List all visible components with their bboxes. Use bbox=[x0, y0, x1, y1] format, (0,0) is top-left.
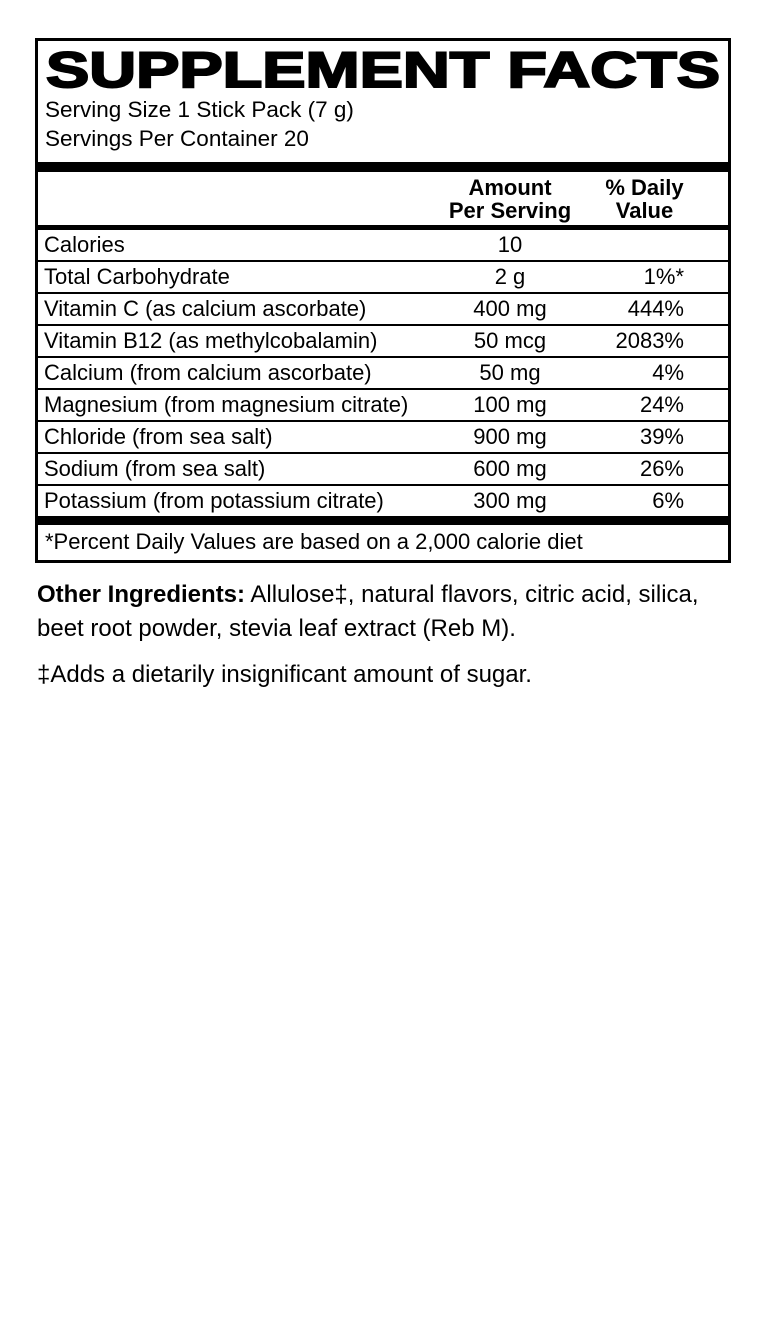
nutrient-amount: 50 mcg bbox=[473, 328, 547, 353]
nutrient-name: Total Carbohydrate bbox=[44, 264, 230, 289]
table-row-vitamin-b12 bbox=[38, 326, 728, 358]
other-ingredients-paragraph bbox=[37, 578, 731, 645]
nutrient-amount: 10 bbox=[497, 232, 523, 257]
serving-info bbox=[38, 94, 728, 162]
nutrient-dv: 2083% bbox=[615, 328, 684, 353]
nutrient-amount: 900 mg bbox=[473, 424, 547, 449]
nutrient-name: Vitamin B12 (as methylcobalamin) bbox=[44, 328, 378, 353]
servings-per-container: Servings Per Container 20 bbox=[45, 126, 309, 151]
nutrient-dv: 444% bbox=[627, 296, 684, 321]
nutrient-dv: 26% bbox=[639, 456, 684, 481]
serving-size: Serving Size 1 Stick Pack (7 g) bbox=[45, 97, 354, 122]
header-dv-line2: Value bbox=[615, 198, 674, 223]
table-row-calories bbox=[38, 230, 728, 262]
nutrient-amount: 400 mg bbox=[473, 296, 547, 321]
table-row-calcium bbox=[38, 358, 728, 390]
nutrient-name: Chloride (from sea salt) bbox=[44, 424, 273, 449]
nutrient-name: Calories bbox=[44, 232, 125, 257]
page bbox=[0, 38, 760, 1318]
nutrient-name: Potassium (from potassium citrate) bbox=[44, 488, 384, 513]
other-ingredients-label: Other Ingredients: bbox=[37, 581, 246, 608]
panel-title bbox=[38, 41, 728, 94]
nutrient-amount: 600 mg bbox=[473, 456, 547, 481]
header-dv-line1: % Daily bbox=[605, 175, 684, 200]
nutrient-name: Magnesium (from magnesium citrate) bbox=[44, 392, 409, 417]
nutrient-amount: 2 g bbox=[494, 264, 526, 289]
sugar-note: ‡Adds a dietarily insignificant amount of sugar. bbox=[37, 661, 532, 688]
table-row-total-carbohydrate bbox=[38, 262, 728, 294]
nutrient-amount: 50 mg bbox=[479, 360, 541, 385]
table-row-magnesium bbox=[38, 390, 728, 422]
panel-title-text: SUPPLEMENT FACTS bbox=[46, 44, 720, 94]
nutrient-dv: 4% bbox=[652, 360, 684, 385]
nutrient-dv: 1%* bbox=[643, 264, 684, 289]
other-ingredients-text: Allulose‡, natural flavors, citric acid, silica, beet root powder, stevia leaf extract (Reb M). bbox=[37, 581, 699, 642]
divider-thick-bottom bbox=[38, 516, 728, 525]
table-row-vitamin-c bbox=[38, 294, 728, 326]
daily-value-footnote: *Percent Daily Values are based on a 2,000 calorie diet bbox=[45, 529, 583, 554]
panel-title-svg bbox=[45, 44, 723, 94]
divider-thick-top bbox=[38, 162, 728, 172]
table-row-sodium bbox=[38, 454, 728, 486]
ingredients-section bbox=[37, 578, 731, 692]
nutrient-dv: 6% bbox=[652, 488, 684, 513]
table-row-potassium bbox=[38, 486, 728, 516]
header-amount-line2: Per Serving bbox=[448, 198, 572, 223]
table-row-chloride bbox=[38, 422, 728, 454]
supplement-facts-panel bbox=[35, 38, 731, 563]
nutrient-dv: 39% bbox=[639, 424, 684, 449]
nutrient-name: Vitamin C (as calcium ascorbate) bbox=[44, 296, 367, 321]
nutrient-dv: 24% bbox=[639, 392, 684, 417]
nutrient-amount: 300 mg bbox=[473, 488, 547, 513]
nutrient-amount: 100 mg bbox=[473, 392, 547, 417]
nutrient-name: Sodium (from sea salt) bbox=[44, 456, 266, 481]
header-daily-value bbox=[605, 176, 728, 222]
table-header-row bbox=[38, 172, 728, 225]
header-amount-line1: Amount bbox=[468, 175, 552, 200]
header-amount-per-serving bbox=[415, 176, 605, 222]
nutrient-name: Calcium (from calcium ascorbate) bbox=[44, 360, 372, 385]
